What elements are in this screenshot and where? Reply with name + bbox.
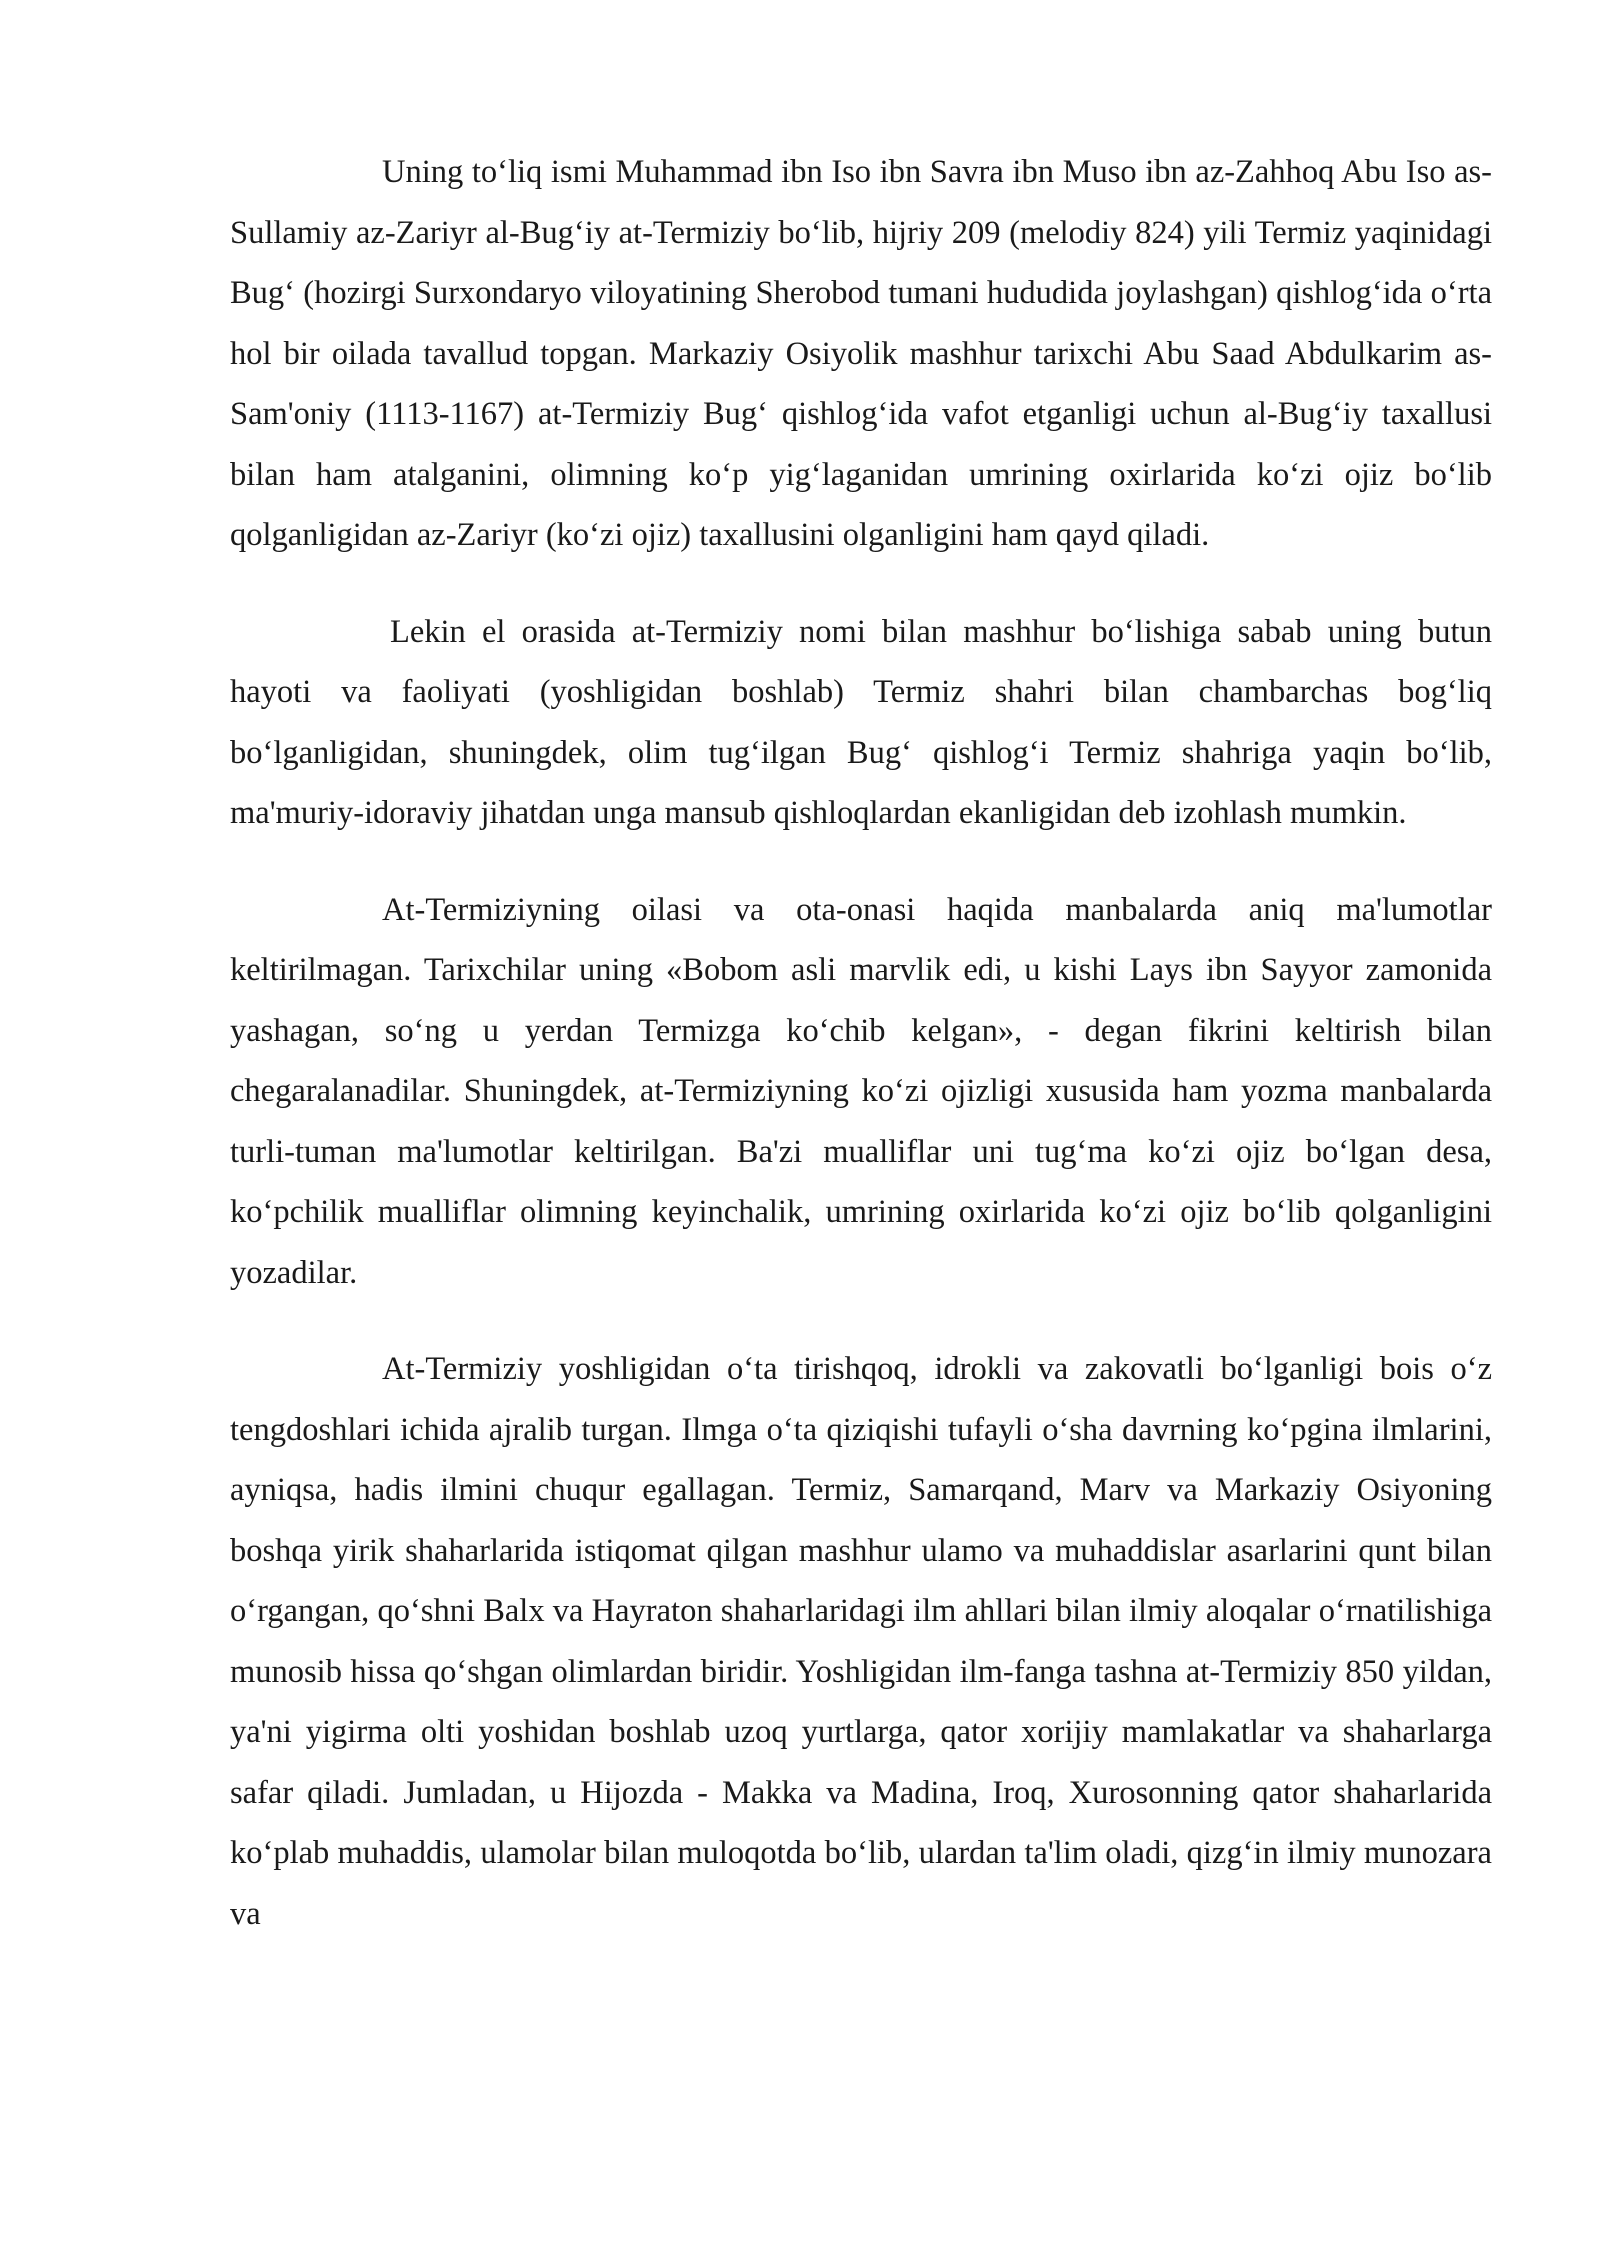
- paragraph-1: Uning to‘liq ismi Muhammad ibn Iso ibn Savra ibn Muso ibn az-Zahhoq Abu Iso as-Sullamiy az-Zariyr al-Bug‘iy at-Termiziy bo‘lib, hijriy 209 (melodiy 824) yili Termiz yaqinidagi Bug‘ (hozirgi Surxondaryo viloyatining Sherobod tumani hududida joylashgan) qishlog‘ida o‘rta hol bir oilada tavallud topgan. Markaziy Osiyolik mashhur tarixchi Abu Saad Abdulkarim as-Sam'oniy (1113-1167) at-Termiziy Bug‘ qishlog‘ida vafot etganligi uchun al-Bug‘iy taxallusi bilan ham atalganini, olimning ko‘p yig‘laganidan umrining oxirlarida ko‘zi ojiz bo‘lib qolganligidan az-Zariyr (ko‘zi ojiz) taxallusini olganligini ham qayd qiladi.: [230, 154, 1492, 553]
- document-body: [230, 142, 1492, 1980]
- paragraph-3: At-Termiziyning oilasi va ota-onasi haqida manbalarda aniq ma'lumotlar keltirilmagan. Tarixchilar uning «Bobom asli marvlik edi, u kishi Lays ibn Sayyor zamonida yashagan, so‘ng u yerdan Termizga ko‘chib kelgan», - degan fikrini keltirish bilan chegaralanadilar. Shuningdek, at-Termiziyning ko‘zi ojizligi xususida ham yozma manbalarda turli-tuman ma'lumotlar keltirilgan. Ba'zi mualliflar uni tug‘ma ko‘zi ojiz bo‘lgan desa, ko‘pchilik mualliflar olimning keyinchalik, umrining oxirlarida ko‘zi ojiz bo‘lib qolganligini yozadilar.: [230, 891, 1492, 1291]
- paragraph-2: Lekin el orasida at-Termiziy nomi bilan mashhur bo‘lishiga sabab uning butun hayoti va faoliyati (yoshligidan boshlab) Termiz shahri bilan chambarchas bog‘liq bo‘lganligidan, shuningdek, olim tug‘ilgan Bug‘ qishlog‘i Termiz shahriga yaqin bo‘lib, ma'muriy-idoraviy jihatdan unga mansub qishloqlardan ekanligidan deb izohlash mumkin.: [230, 613, 1492, 831]
- paragraph-4: At-Termiziy yoshligidan o‘ta tirishqoq, idrokli va zakovatli bo‘lganligi bois o‘z tengdoshlari ichida ajralib turgan. Ilmga o‘ta qiziqishi tufayli o‘sha davrning ko‘pgina ilmlarini, ayniqsa, hadis ilmini chuqur egallagan. Termiz, Samarqand, Marv va Markaziy Osiyoning boshqa yirik shaharlarida istiqomat qilgan mashhur ulamo va muhaddislar asarlarini qunt bilan o‘rgangan, qo‘shni Balx va Hayraton shaharlaridagi ilm ahllari bilan ilmiy aloqalar o‘rnatilishiga munosib hissa qo‘shgan olimlardan biridir. Yoshligidan ilm-fanga tashna at-Termiziy 850 yildan, ya'ni yigirma olti yoshidan boshlab uzoq yurtlarga, qator xorijiy mamlakatlar va shaharlarga safar qiladi. Jumladan, u Hijozda - Makka va Madina, Iroq, Xurosonning qator shaharlarida ko‘plab muhaddis, ulamolar bilan muloqotda bo‘lib, ulardan ta'lim oladi, qizg‘in ilmiy munozara va: [230, 1351, 1492, 1932]
